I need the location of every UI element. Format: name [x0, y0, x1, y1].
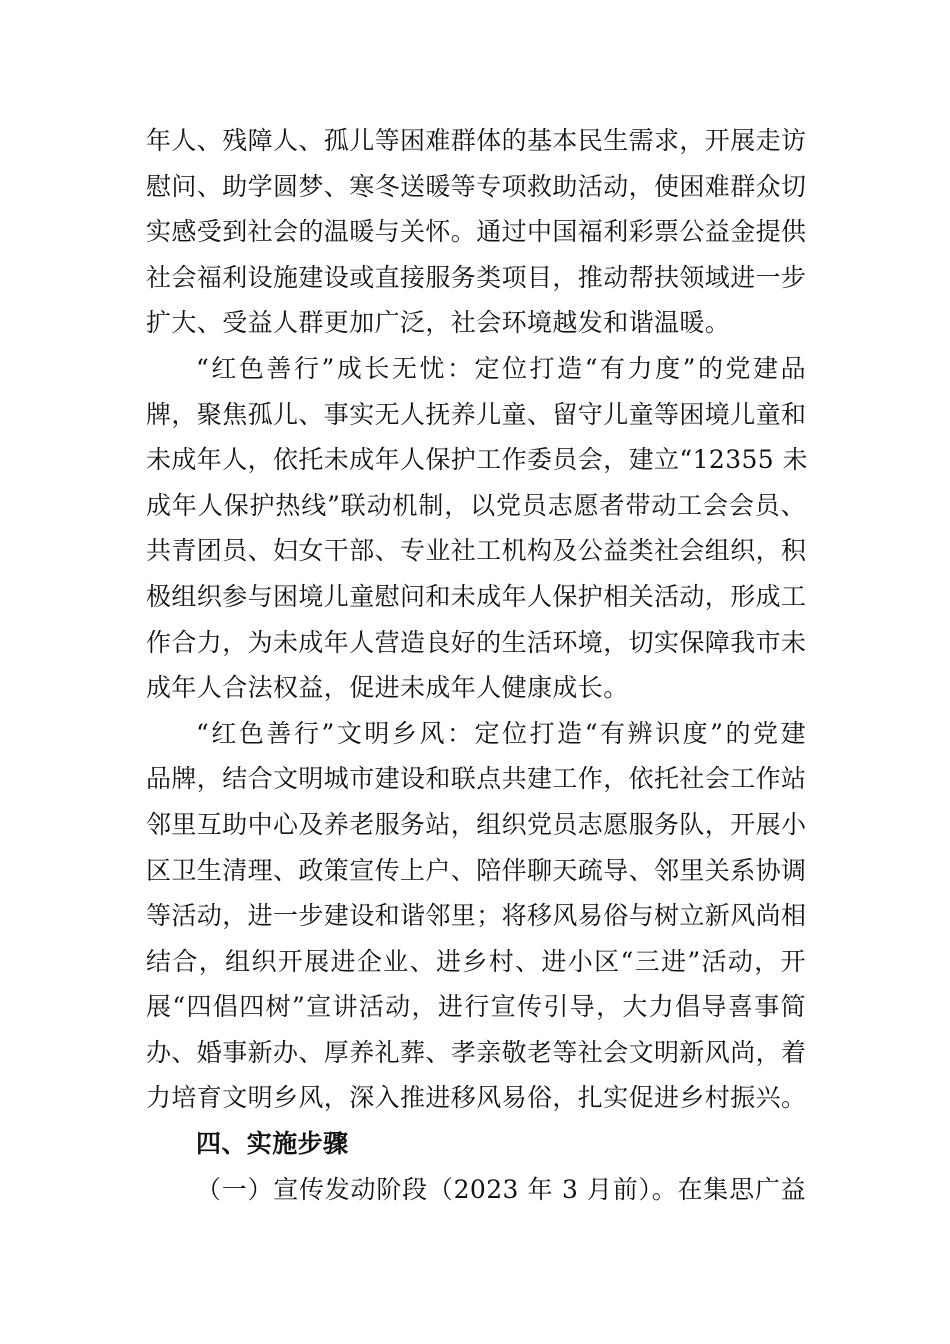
text-line: 展“四倡四树”宣讲活动，进行宣传引导，大力倡导喜事简: [146, 992, 806, 1022]
text-line: 社会福利设施建设或直接服务类项目，推动帮扶领域进一步: [146, 262, 807, 292]
paragraph-growth-worry-free: [146, 346, 806, 711]
text-line: 力培育文明乡风，深入推进移风易俗，扎实促进乡村振兴。: [146, 1083, 807, 1113]
text-line: 成年人合法权益，促进未成年人健康成长。: [146, 673, 629, 703]
text-line: 邻里互助中心及养老服务站，组织党员志愿服务队，开展小: [146, 809, 807, 839]
text-line: （一）宣传发动阶段（2023 年 3 月前）。在集思广益: [196, 1174, 806, 1204]
text-line: 极组织参与困境儿童慰问和未成年人保护相关活动，形成工: [146, 581, 807, 611]
text-line: 办、婚事新办、厚养礼葬、孝亲敬老等社会文明新风尚，着: [146, 1037, 807, 1067]
text-line: 作合力，为未成年人营造良好的生活环境，切实保障我市未: [146, 627, 807, 657]
text-line: 年人、残障人、孤儿等困难群体的基本民生需求，开展走访: [146, 126, 807, 155]
text-line: 结合，组织开展进企业、进乡村、进小区“三进”活动，开: [146, 946, 806, 976]
text-line: 品牌，结合文明城市建设和联点共建工作，依托社会工作站: [146, 764, 807, 794]
text-line: 慰问、助学圆梦、寒冬送暖等专项救助活动，使困难群众切: [146, 171, 807, 201]
text-line: 共青团员、妇女干部、专业社工机构及公益类社会组织，积: [146, 536, 807, 566]
text-line: 区卫生清理、政策宣传上户、陪伴聊天疏导、邻里关系协调: [146, 855, 807, 885]
text-line: 实感受到社会的温暖与关怀。通过中国福利彩票公益金提供: [146, 217, 807, 247]
paragraph-welfare: [146, 118, 806, 346]
text-line: “红色善行”成长无忧：定位打造“有力度”的党建品: [196, 353, 806, 383]
text-line: 等活动，进一步建设和谐邻里；将移风易俗与树立新风尚相: [146, 901, 807, 931]
text-line: “红色善行”文明乡风：定位打造“有辨识度”的党建: [196, 718, 806, 748]
text-line: 扩大、受益人群更加广泛，社会环境越发和谐温暖。: [146, 308, 731, 338]
text-line: 牌，聚焦孤儿、事实无人抚养儿童、留守儿童等困境儿童和: [146, 399, 807, 429]
text-line: 成年人保护热线”联动机制，以党员志愿者带动工会会员、: [146, 490, 806, 520]
paragraph-civilized-village: [146, 711, 806, 1121]
text-line: 未成年人，依托未成年人保护工作委员会，建立“12355 未: [146, 445, 808, 475]
section-heading: 四、实施步骤: [196, 1129, 349, 1159]
document-body: [146, 118, 806, 1212]
